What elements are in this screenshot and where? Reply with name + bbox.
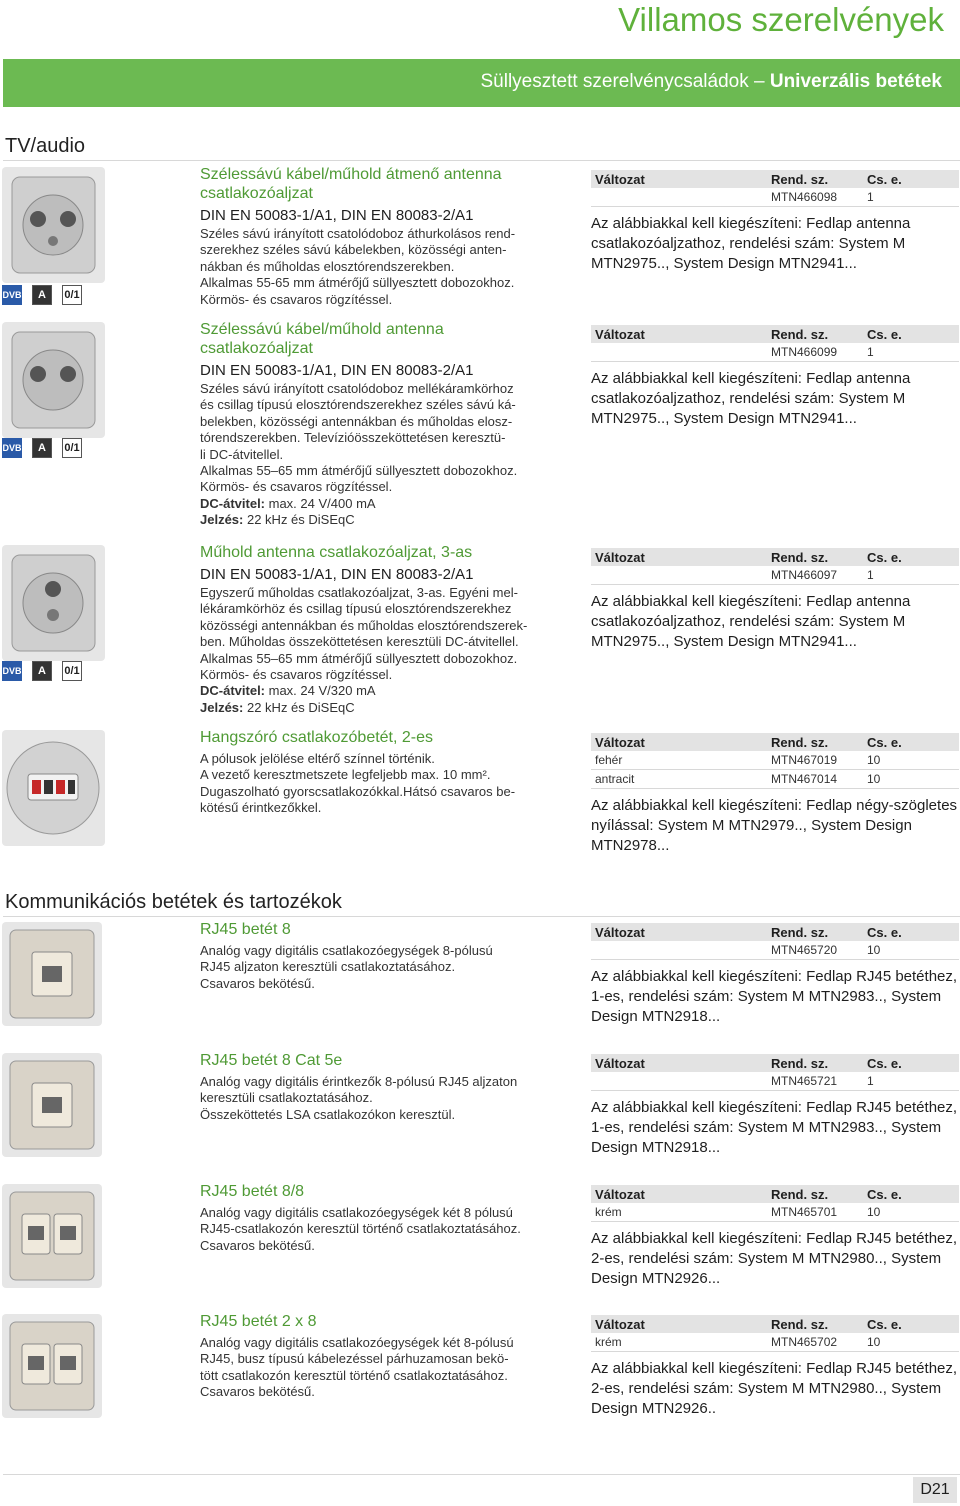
zero-one-icon: 0/1	[62, 661, 82, 681]
product-title: Szélessávú kábel/műhold átmenő antenna csatlakozóaljzat	[200, 166, 502, 202]
product-description	[200, 728, 568, 817]
product-description	[200, 1312, 568, 1401]
certification-badges	[2, 661, 82, 681]
product-description	[200, 543, 568, 716]
cell-order-no: MTN465702	[771, 1335, 838, 1349]
spec-label: Jelzés:	[200, 512, 244, 528]
product-spec-dc	[200, 496, 568, 512]
order-note: Az alábbiakkal kell kiegészíteni: Fedlap RJ45 betéthez, 2-es, rendelési szám: System M MTN2980.., System Design MTN2926...	[591, 1230, 958, 1287]
product-title: RJ45 betét 2 x 8	[200, 1313, 317, 1330]
product-spec-signal	[200, 700, 568, 716]
product-title: Szélessávú kábel/műhold antenna csatlakozóaljzat	[200, 321, 444, 357]
table-row	[591, 1072, 959, 1091]
product-photo	[2, 1314, 102, 1418]
product-spec-dc	[200, 683, 568, 699]
header-order-no: Rend. sz.	[771, 924, 829, 940]
order-note: Az alábbiakkal kell kiegészíteni: Fedlap antenna csatlakozóaljzathoz, rendelési szám: System M MTN2975.., System Design MTN2941...	[591, 215, 911, 272]
product-body: A pólusok jelölése eltérő színnel történik. A vezető keresztmetszete legfeljebb max. 10 mm². Dugaszolható gyorscsatlakozókkal.Hátsó csavaros be- kötésű érintkezőkkel.	[200, 751, 516, 816]
product-description	[200, 1051, 568, 1123]
spec-label: Jelzés:	[200, 699, 244, 715]
cell-pack: 1	[867, 1074, 874, 1088]
order-table	[591, 325, 959, 429]
table-row	[591, 751, 959, 770]
section-heading-tv-audio: TV/audio	[5, 135, 86, 157]
header-variant: Változat	[595, 1055, 645, 1071]
product-title: Hangszóró csatlakozóbetét, 2-es	[200, 729, 434, 746]
order-table	[591, 548, 959, 652]
cell-pack: 1	[867, 190, 874, 204]
dvb-icon: DVB	[2, 661, 22, 681]
order-table	[591, 1315, 959, 1419]
product-body: Széles sávú irányított csatolódoboz áthurkolásos rend- szerekhez széles sávú kábelekben, közösségi anten- nákban és műholdas elosztórendszerekben. Alkalmas 55-65 mm átmérőjű süllyesztett dobozokhoz. Körmös- és csavaros rögzítéssel.	[200, 226, 516, 307]
order-table-header	[591, 923, 959, 941]
header-order-no: Rend. sz.	[771, 1186, 829, 1202]
cell-order-no: MTN465720	[771, 943, 838, 957]
product-body: Analóg vagy digitális csatlakozóegységek két 8 pólusú RJ45-csatlakozón keresztül történő csatlakoztatásához. Csavaros bekötésű.	[200, 1205, 521, 1253]
order-table-header	[591, 1185, 959, 1203]
header-variant: Változat	[595, 549, 645, 565]
table-row	[591, 188, 959, 207]
header-variant: Változat	[595, 1316, 645, 1332]
cell-order-no: MTN466098	[771, 190, 838, 204]
table-row	[591, 1333, 959, 1352]
banner-subtitle-plain: Süllyesztett szerelvénycsaládok –	[480, 71, 770, 92]
product-title: RJ45 betét 8/8	[200, 1183, 305, 1200]
product-photo	[2, 167, 105, 283]
header-pack: Cs. e.	[867, 1316, 902, 1332]
cell-variant: krém	[595, 1335, 622, 1349]
table-row	[591, 1203, 959, 1222]
cell-pack: 10	[867, 1335, 881, 1349]
section-divider	[3, 916, 960, 917]
product-title: RJ45 betét 8	[200, 921, 291, 938]
order-note: Az alábbiakkal kell kiegészíteni: Fedlap antenna csatlakozóaljzathoz, rendelési szám: System M MTN2975.., System Design MTN2941...	[591, 370, 911, 427]
product-body: Analóg vagy digitális érintkezők 8-pólusú RJ45 aljzaton keresztüli csatlakoztatásához. Összeköttetés LSA csatlakozókon keresztül.	[200, 1074, 518, 1122]
spec-value: max. 24 V/400 mA	[265, 495, 376, 511]
header-order-no: Rend. sz.	[771, 1055, 829, 1071]
order-note: Az alábbiakkal kell kiegészíteni: Fedlap négy-szögletes nyílással: System M MTN2979.., System Design MTN2978...	[591, 797, 958, 854]
cell-variant: fehér	[595, 753, 623, 767]
dvb-icon: DVB	[2, 438, 22, 458]
order-table-header	[591, 733, 959, 751]
order-table-header	[591, 325, 959, 343]
spec-value: 22 kHz és DiSEqC	[243, 699, 355, 715]
header-order-no: Rend. sz.	[771, 1316, 829, 1332]
order-table	[591, 923, 959, 1027]
cell-pack: 10	[867, 943, 881, 957]
page-number: D21	[913, 1477, 957, 1503]
header-variant: Változat	[595, 734, 645, 750]
spec-value: 22 kHz és DiSEqC	[243, 512, 355, 528]
cell-pack: 10	[867, 772, 881, 786]
cell-pack: 10	[867, 753, 881, 767]
order-table-header	[591, 170, 959, 188]
order-note: Az alábbiakkal kell kiegészíteni: Fedlap RJ45 betéthez, 1-es, rendelési szám: System M MTN2983.., System Design MTN2918...	[591, 1099, 958, 1156]
class-a-icon: A	[32, 285, 52, 305]
product-photo	[2, 1184, 102, 1288]
cell-pack: 1	[867, 568, 874, 582]
spec-label: DC-átvitel:	[200, 495, 266, 511]
header-pack: Cs. e.	[867, 734, 902, 750]
zero-one-icon: 0/1	[62, 438, 82, 458]
header-pack: Cs. e.	[867, 326, 902, 342]
spec-label: DC-átvitel:	[200, 683, 266, 699]
order-table	[591, 170, 959, 274]
product-standard: DIN EN 50083-1/A1, DIN EN 80083-2/A1	[200, 362, 474, 379]
header-pack: Cs. e.	[867, 1055, 902, 1071]
table-row	[591, 941, 959, 960]
cell-order-no: MTN465721	[771, 1074, 838, 1088]
order-table	[591, 733, 959, 856]
order-table-header	[591, 1054, 959, 1072]
zero-one-icon: 0/1	[62, 285, 82, 305]
order-table-header	[591, 548, 959, 566]
dvb-icon: DVB	[2, 285, 22, 305]
order-note: Az alábbiakkal kell kiegészíteni: Fedlap antenna csatlakozóaljzathoz, rendelési szám: System M MTN2975.., System Design MTN2941...	[591, 593, 911, 650]
certification-badges	[2, 285, 82, 305]
cell-variant: krém	[595, 1205, 622, 1219]
header-variant: Változat	[595, 924, 645, 940]
product-body: Egyszerű műholdas csatlakozóaljzat, 3-as. Egyéni mel- lékáramkörhöz és csillag típusú elosztórendszerekhez közösségi antennákban és műholdas elosztórendszerek- ben. Műholdas összeköttetésen keresztüli DC-átvitellel. Alkalmas 55–65 mm átmérőjű süllyesztett dobozokhoz. Körmös- és csavaros rögzítéssel.	[200, 585, 528, 683]
cell-pack: 1	[867, 345, 874, 359]
header-order-no: Rend. sz.	[771, 171, 829, 187]
spec-value: max. 24 V/320 mA	[265, 683, 376, 699]
order-table	[591, 1185, 959, 1289]
header-variant: Változat	[595, 171, 645, 187]
class-a-icon: A	[32, 438, 52, 458]
order-table	[591, 1054, 959, 1158]
section-divider	[3, 160, 960, 161]
cell-pack: 10	[867, 1205, 881, 1219]
product-body: Analóg vagy digitális csatlakozóegységek két 8-pólusú RJ45, busz típusú kábelezéssel párhuzamosan bekö- tött csatlakozón keresztül történő csatlakoztatásához. Csavaros bekötésű.	[200, 1335, 514, 1400]
header-pack: Cs. e.	[867, 1186, 902, 1202]
header-pack: Cs. e.	[867, 924, 902, 940]
header-order-no: Rend. sz.	[771, 326, 829, 342]
product-photo	[2, 322, 105, 438]
banner-subtitle-bold: Univerzális betétek	[769, 71, 942, 92]
cell-order-no: MTN466097	[771, 568, 838, 582]
header-banner	[3, 59, 960, 107]
cell-order-no: MTN466099	[771, 345, 838, 359]
footer-divider	[3, 1474, 960, 1475]
header-pack: Cs. e.	[867, 171, 902, 187]
product-spec-signal	[200, 512, 568, 528]
cell-variant: antracit	[595, 772, 635, 786]
page-title: Villamos szerelvények	[618, 1, 944, 38]
product-photo	[2, 922, 102, 1026]
class-a-icon: A	[32, 661, 52, 681]
product-photo	[2, 730, 105, 846]
product-description	[200, 320, 568, 529]
header-variant: Változat	[595, 326, 645, 342]
banner-subtitle	[480, 71, 942, 93]
order-note: Az alábbiakkal kell kiegészíteni: Fedlap RJ45 betéthez, 1-es, rendelési szám: System M MTN2983.., System Design MTN2918...	[591, 968, 958, 1025]
product-standard: DIN EN 50083-1/A1, DIN EN 80083-2/A1	[200, 207, 474, 224]
table-row	[591, 566, 959, 585]
order-table-header	[591, 1315, 959, 1333]
header-order-no: Rend. sz.	[771, 734, 829, 750]
order-note: Az alábbiakkal kell kiegészíteni: Fedlap RJ45 betéthez, 2-es, rendelési szám: System M MTN2980.., System Design MTN2926..	[591, 1360, 958, 1417]
cell-order-no: MTN465701	[771, 1205, 838, 1219]
product-standard: DIN EN 50083-1/A1, DIN EN 80083-2/A1	[200, 566, 474, 583]
product-description	[200, 920, 568, 992]
header-pack: Cs. e.	[867, 549, 902, 565]
header-order-no: Rend. sz.	[771, 549, 829, 565]
product-body: Széles sávú irányított csatolódoboz mellékáramkörhoz és csillag típusú elosztórendszerekhez széles sávú ká- belekben, közösségi antennákban és műholdas elosz- tórendszerekben. Televízióösszeköttetésen keresztü- li DC-átvitellel. Alkalmas 55–65 mm átmérőjű süllyesztett dobozokhoz. Körmös- és csavaros rögzítéssel.	[200, 381, 518, 495]
table-row	[591, 343, 959, 362]
product-photo	[2, 1053, 102, 1157]
header-variant: Változat	[595, 1186, 645, 1202]
product-description	[200, 1182, 568, 1254]
cell-order-no: MTN467014	[771, 772, 838, 786]
product-body: Analóg vagy digitális csatlakozóegységek 8-pólusú RJ45 aljzaton keresztüli csatlakoztatásához. Csavaros bekötésű.	[200, 943, 493, 991]
table-row	[591, 770, 959, 789]
section-heading-communication: Kommunikációs betétek és tartozékok	[5, 891, 342, 913]
certification-badges	[2, 438, 82, 458]
cell-order-no: MTN467019	[771, 753, 838, 767]
product-description	[200, 165, 568, 308]
product-title: Műhold antenna csatlakozóaljzat, 3-as	[200, 544, 473, 561]
product-title: RJ45 betét 8 Cat 5e	[200, 1052, 343, 1069]
product-photo	[2, 545, 105, 661]
